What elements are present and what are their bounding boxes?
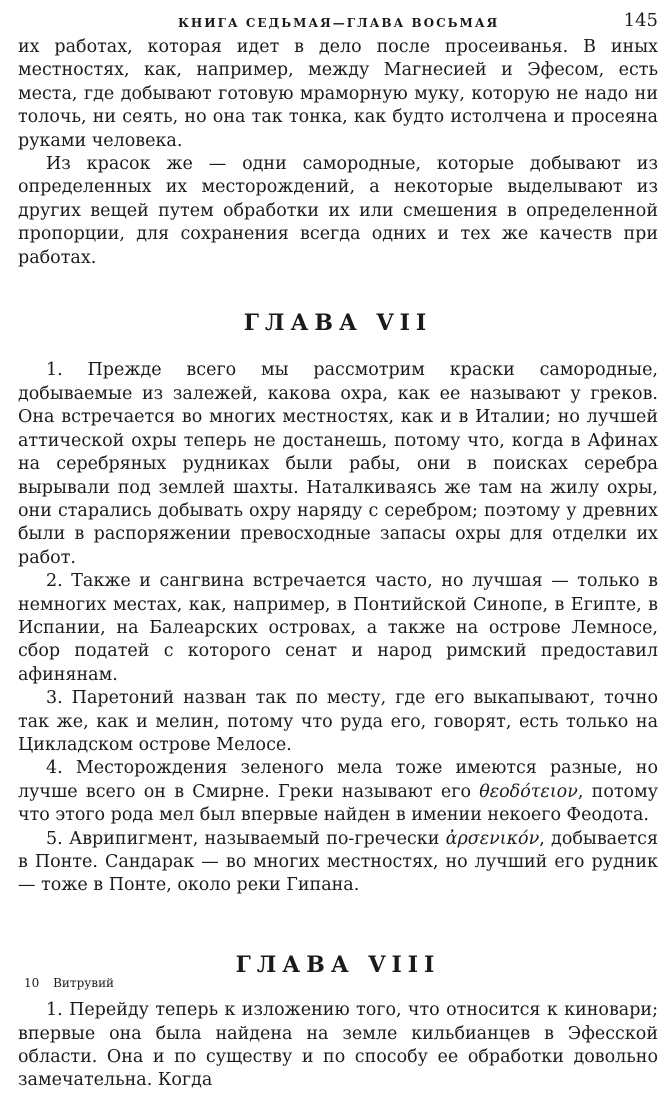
chapter-7-section-3: 3. Паретоний назван так по месту, где его выкапывают, точно так же, как и мелин, потому что руда его, говорят, есть только на Цикладском острове Мелосе. (18, 688, 658, 755)
greek-word-arsenikon: ἀρσενικόν (445, 828, 540, 849)
signature-number: 10 (24, 976, 40, 990)
section-4-text-end: , потому что этого рода мел был впервые найден в имении некоего Феодота. (18, 781, 658, 826)
running-title: КНИГА СЕДЬМАЯ—ГЛАВА ВОСЬМАЯ (178, 16, 500, 30)
section-5-text-end: , добывается в Понте. Сандарак — во многих местностях, но лучший его рудник — тоже в Понте, около реки Гипана. (18, 828, 658, 896)
chapter-7-section-5 (18, 828, 658, 898)
page-number: 145 (623, 10, 658, 31)
chapter-7-section-4 (18, 757, 658, 827)
signature-text: Витрувий (53, 976, 115, 990)
chapter-8-heading: ГЛАВА VIII (235, 951, 441, 978)
chapter-7-section-2: 2. Также и сангвина встречается часто, но лучшая — только в немногих местах, как, например, в Понтийской Синопе, в Египте, в Испании, на Балеарских островах, а также на острове Лемносе, сбор податей с которого сенат и народ римский предоставил афинянам. (18, 571, 658, 685)
intro-paragraph-1: их работах, которая идет в дело после просеиванья. В иных местностях, как, например, между Магнесией и Эфесом, есть места, где добывают готовую мраморную муку, которую не надо ни толочь, ни сеять, но она так тонка, как будто истолчена и просеяна руками человека. (18, 37, 658, 151)
running-head (18, 8, 658, 36)
chapter-7-heading: ГЛАВА VII (243, 310, 433, 337)
intro-paragraph-2: Из красок же — одни самородные, которые добывают из определенных их месторождений, а некоторые выделывают из других вещей путем обработки их или смешения в определенной пропорции, для сохранения всегда одних и тех же качеств при работах. (18, 154, 658, 268)
greek-word-theodoteion: θεοδότειον (479, 781, 578, 802)
book-page (18, 8, 658, 1091)
body-text (18, 36, 658, 1093)
section-4-text-start: 4. Месторождения зеленого мела тоже имеются разные, но лучше всего он в Смирне. Греки называют его (18, 758, 658, 802)
printer-signature (24, 976, 114, 990)
section-5-text-start: 5. Аврипигмент, называемый по-гречески (46, 828, 446, 849)
chapter-7-section-1: 1. Прежде всего мы рассмотрим краски самородные, добываемые из залежей, какова охра, как ее называют у греков. Она встречается во многих местностях, как и в Италии; но лучшей аттической охры теперь не достанешь, потому что, когда в Афинах на серебряных рудниках были рабы, они в поисках серебра вырывали под землей шахты. Наталкиваясь же там на жилу охры, они старались добывать охру наряду с серебром; поэтому у древних были в распоряжении превосходные запасы охры для отделки их работ. (18, 360, 658, 568)
chapter-8-section-1: 1. Перейду теперь к изложению того, что относится к киновари; впервые она была найдена на земле кильбианцев в Эфесской области. Она и по существу и по способу ее обработки довольно замечательна. Когда (18, 1000, 658, 1091)
